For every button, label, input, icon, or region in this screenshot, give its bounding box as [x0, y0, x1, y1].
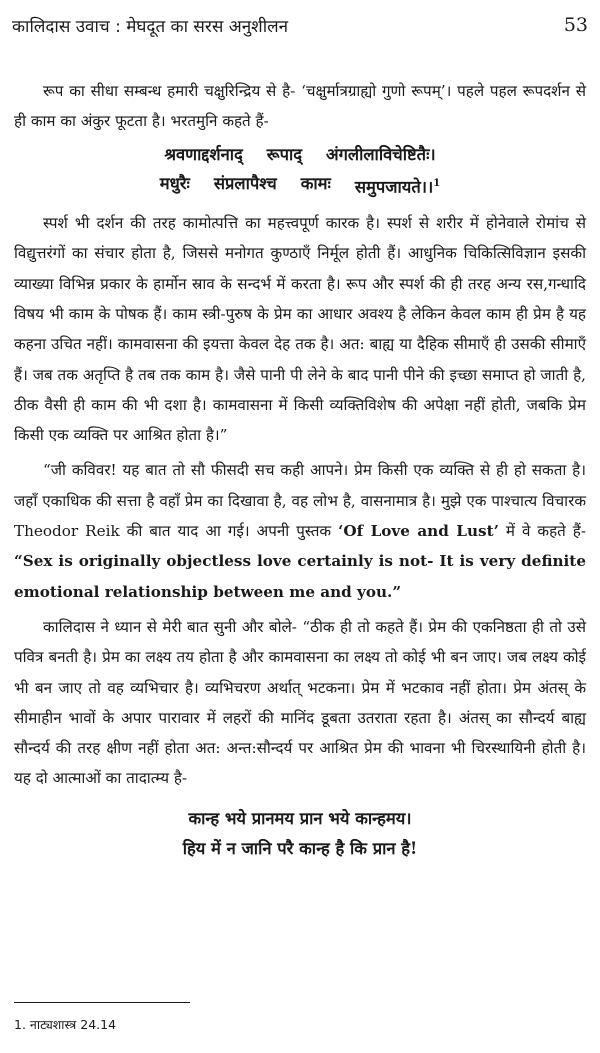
verse-word: कामः — [300, 173, 331, 193]
para3-text-2: की बात याद आ गई। अपनी पुस्तक — [119, 522, 339, 541]
author-name: Theodor Reik — [14, 522, 120, 541]
sanskrit-verse — [14, 140, 586, 202]
footnote: 1. नाट्यशास्त्र 24.14 — [14, 1017, 117, 1032]
verse-word-last — [355, 169, 440, 202]
closing-verse-line-2: हिय में न जानि परै कान्ह है कि प्रान है! — [182, 838, 418, 858]
footnote-marker: 1 — [433, 177, 441, 189]
verse-word: श्रवणाद्दर्शनाद् — [164, 144, 243, 164]
english-quote: “Sex is originally objectless love certainly is not- It is very definite emotional relationship between me and you.” — [14, 552, 586, 601]
verse-word: संप्रलापैश्च — [213, 173, 277, 193]
verse-word: मधुरैः — [159, 173, 190, 193]
verse-word: अंगलीलाविचेष्टितैः। — [326, 144, 436, 164]
header-title: कालिदास उवाच : मेघदूत का सरस अनुशीलन — [12, 17, 289, 37]
para3-text-3: में वे कहते हैं- — [498, 522, 586, 541]
paragraph-3 — [14, 455, 586, 606]
paragraph-4: कालिदास ने ध्यान से मेरी बात सुनी और बोले- “ठीक ही तो कहते हैं। प्रेम की एकनिष्ठता ही तो उसे पवित्र बनती है। प्रेम का लक्ष्य तय होता है और कामवासना का लक्ष्य तो कोई भी बन जाए। जब लक्ष्य कोई भी बन जाए तो वह व्यभिचार है। व्यभिचरण अर्थात् भटकना। प्रेम में भटकाव नहीं होता। प्रेम अंतस् के सीमाहीन भावों के अपार पारावार में लहरों की मानिंद डूबता उतराता रहता है। अंतस् का सौन्दर्य बाह्य सौन्दर्य की तरह क्षीण नहीं होता अत: अन्त:सौन्दर्य पर आश्रित प्रेम की भावना भी चिरस्थायिनी होती है। यह दो आत्माओं का तादात्म्य है- — [14, 617, 586, 788]
book-title: ‘Of Love and Lust’ — [338, 522, 499, 541]
page-body — [14, 76, 586, 864]
footnote-rule — [14, 1002, 190, 1003]
page-number: 53 — [563, 14, 588, 36]
verse-line-2 — [14, 169, 586, 202]
paragraph-2: स्पर्श भी दर्शन की तरह कामोत्पत्ति का महत्त्वपूर्ण कारक है। स्पर्श से शरीर में होनेवाले रोमांच से विद्युत्तरंगों का संचार होता है, जिससे मनोगत कुण्ठाएँ निर्मूल होती हैं। आधुनिक चिकित्सिविज्ञान इसकी व्याख्या विभिन्न प्रकार के हार्मोन स्राव के सन्दर्भ में करता है। रूप और स्पर्श की ही तरह अन्य रस,गन्धादि विषय भी काम के पोषक हैं। काम स्त्री-पुरुष के प्रेम का आधार अवश्य है लेकिन केवल काम ही प्रेम है यह कहना उचित नहीं। कामवासना की इयत्ता केवल देह तक है। अत: बाह्य या दैहिक सीमाएँ ही उसकी सीमाएँ हैं। जब तक अतृप्ति है तब तक काम है। जैसे पानी पी लेने के बाद पानी पीने की इच्छा समाप्त हो जाती है, ठीक वैसी ही काम की भी दशा है। कामवासना में किसी व्यक्तिविशेष की अपेक्षा नहीं होती, जबकि प्रेम किसी एक व्यक्ति पर आश्रित होता है।” — [14, 214, 586, 445]
para3-text-1: “जी कविवर! यह बात तो सौ फीसदी सच कही आपने। प्रेम किसी एक व्यक्ति से ही हो सकता है। जहाँ एकाधिक की सत्ता है वहाँ प्रेम का दिखावा है, वह लोभ है, वासनामात्र है। मुझे एक पाश्चात्य विचारक — [14, 461, 586, 510]
paragraph-1: रूप का सीधा सम्बन्ध हमारी चक्षुरिन्द्रिय से है- ‘चक्षुर्मात्रग्राह्यो गुणो रूपम्’। पहले पहल रूपदर्शन से ही काम का अंकुर फूटता है। भरतमुनि कहते हैं- — [14, 82, 586, 131]
closing-verse-line-1: कान्ह भये प्रानमय प्रान भये कान्हमय। — [188, 808, 412, 828]
verse-word: रूपाद् — [266, 144, 303, 164]
running-header — [12, 14, 588, 48]
verse-line-1 — [14, 140, 586, 169]
closing-verse — [14, 804, 586, 864]
verse-word: समुपजायते।। — [354, 177, 434, 197]
